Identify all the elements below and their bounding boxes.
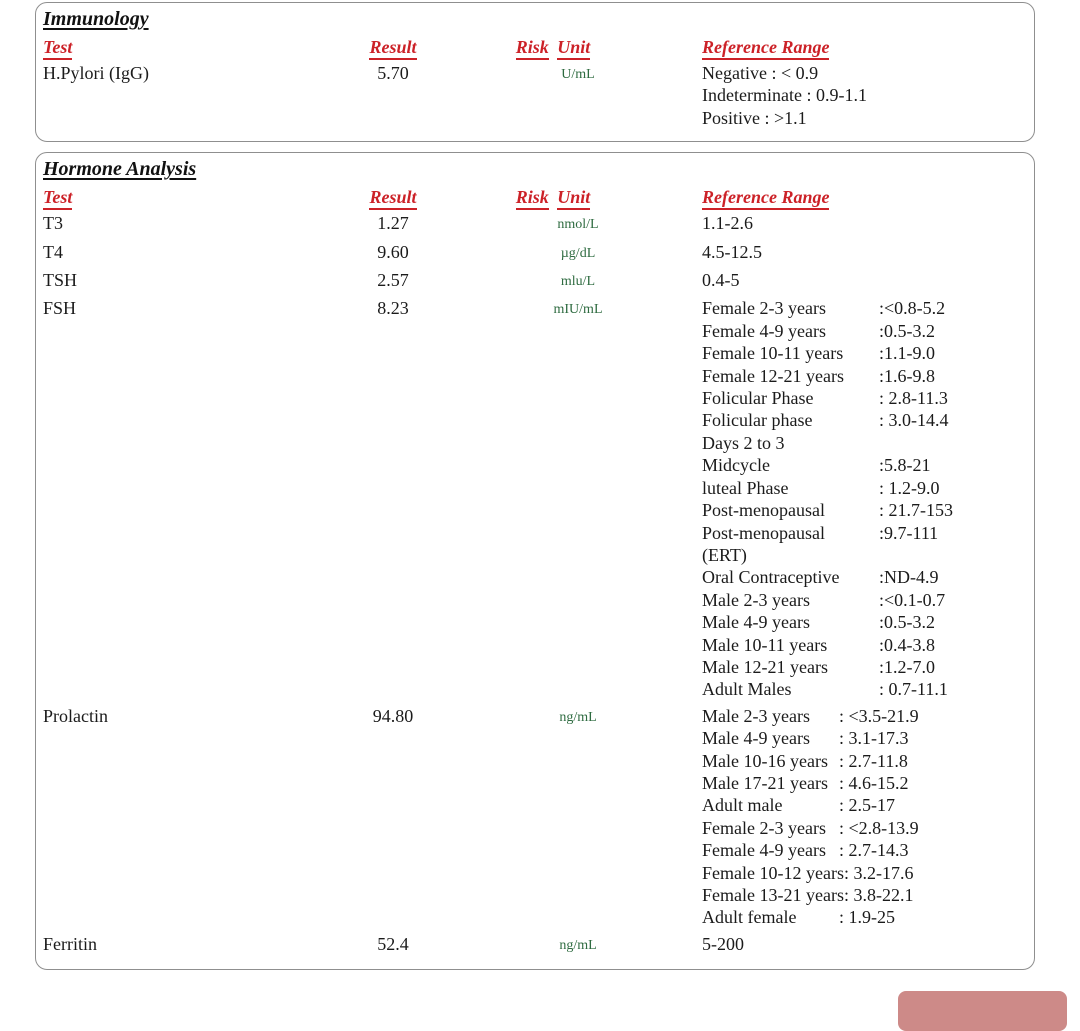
reference-value: :9.7-111	[879, 522, 939, 543]
reference-text: 1.1-2.6	[702, 213, 753, 234]
reference-label: Male 4-9 years	[702, 612, 810, 633]
reference-line	[702, 839, 1024, 861]
unit-label: mlu/L	[560, 274, 596, 290]
column-header-reference	[628, 36, 1024, 60]
reference-line	[702, 705, 1024, 727]
reference-value: : 21.7-153	[879, 500, 953, 521]
reference-line	[702, 656, 1024, 678]
table-row	[43, 241, 1024, 265]
result-value: 5.70	[377, 63, 409, 83]
reference-label: Adult male	[702, 795, 783, 816]
reference-line	[702, 387, 1024, 409]
reference-text: Indeterminate : 0.9-1.1	[702, 85, 867, 106]
reference-label: Post-menopausal	[702, 500, 825, 521]
column-header-row	[43, 186, 1024, 210]
reference-range	[628, 269, 1024, 291]
test-name: H.Pylori (IgG)	[43, 63, 149, 83]
column-header-test	[43, 186, 308, 210]
reference-label: Female 2-3 years	[702, 298, 826, 319]
reference-line	[702, 678, 1024, 700]
reference-value: :1.6-9.8	[879, 365, 935, 386]
reference-value: : 3.2-17.6	[843, 862, 914, 883]
column-header-risk-label: Risk	[516, 38, 549, 60]
column-header-reference-label: Reference Range	[702, 38, 829, 60]
bottom-action-button[interactable]	[898, 991, 1067, 1031]
test-name: Prolactin	[43, 705, 108, 726]
reference-label: Oral Contraceptive	[702, 567, 840, 588]
table-row	[43, 297, 1024, 700]
column-header-test-label: Test	[43, 38, 72, 60]
reference-line	[702, 906, 1024, 928]
reference-value: : 1.2-9.0	[879, 477, 940, 498]
reference-value: :ND-4.9	[879, 567, 939, 588]
table-row	[43, 62, 1024, 129]
reference-label: Female 10-12 years	[702, 862, 844, 883]
reference-value: :<0.1-0.7	[879, 589, 946, 610]
reference-line	[702, 817, 1024, 839]
reference-label: Female 12-21 years	[702, 365, 844, 386]
section-title: Immunology	[43, 8, 149, 30]
reference-line	[702, 794, 1024, 816]
reference-value: :5.8-21	[879, 455, 931, 476]
unit-label: U/mL	[561, 67, 595, 82]
reference-label: Folicular phase	[702, 410, 813, 431]
result-value: 9.60	[377, 241, 409, 262]
reference-text: Positive : >1.1	[702, 107, 807, 128]
reference-value: : 4.6-15.2	[839, 772, 909, 793]
reference-label: Male 4-9 years	[702, 728, 810, 749]
reference-value: : 2.5-17	[839, 795, 895, 816]
reference-line	[702, 365, 1024, 387]
reference-value: :1.1-9.0	[879, 343, 935, 364]
reference-line	[702, 409, 1024, 431]
column-header-row	[43, 36, 1024, 60]
reference-label: Male 2-3 years	[702, 705, 810, 726]
section-immunology	[35, 2, 1035, 142]
column-header-risk-unit	[478, 186, 628, 210]
reference-line	[702, 750, 1024, 772]
reference-text: 5-200	[702, 933, 744, 954]
reference-value: :0.5-3.2	[879, 320, 935, 341]
reference-text: 0.4-5	[702, 270, 740, 291]
section-title: Hormone Analysis	[43, 158, 197, 181]
reference-line	[702, 454, 1024, 476]
column-header-result	[308, 186, 478, 210]
reference-line	[702, 342, 1024, 364]
test-name: FSH	[43, 298, 77, 319]
column-header-risk-label: Risk	[516, 188, 549, 210]
result-value: 2.57	[377, 270, 409, 291]
reference-line	[702, 634, 1024, 656]
reference-label: Female 4-9 years	[702, 320, 826, 341]
reference-label: Adult female	[702, 907, 797, 928]
column-header-risk-unit	[478, 36, 628, 60]
result-value: 94.80	[372, 705, 414, 726]
reference-label: Adult Males	[702, 679, 792, 700]
unit-label: µg/dL	[560, 245, 596, 261]
reference-range	[628, 241, 1024, 263]
section-hormone-analysis	[35, 152, 1035, 970]
reference-text: (ERT)	[702, 544, 747, 565]
reference-text: Days 2 to 3	[702, 432, 785, 453]
test-name: T3	[43, 213, 63, 234]
unit-label: mIU/mL	[553, 302, 603, 318]
column-header-reference-label: Reference Range	[702, 188, 829, 210]
reference-label: Male 12-21 years	[702, 656, 828, 677]
reference-range	[628, 297, 1024, 700]
table-row	[43, 705, 1024, 929]
reference-label: Midcycle	[702, 455, 770, 476]
reference-label: Male 2-3 years	[702, 589, 810, 610]
reference-label: Female 4-9 years	[702, 840, 826, 861]
reference-line	[702, 727, 1024, 749]
reference-label: Male 10-11 years	[702, 634, 828, 655]
reference-text: Negative : < 0.9	[702, 63, 819, 83]
column-header-test-label: Test	[43, 188, 72, 210]
reference-value: : 1.9-25	[839, 907, 895, 928]
reference-value: :<0.8-5.2	[879, 298, 946, 319]
reference-line	[702, 477, 1024, 499]
reference-line	[702, 566, 1024, 588]
table-row	[43, 269, 1024, 293]
reference-value: : 0.7-11.1	[879, 679, 948, 700]
reference-value: :0.4-3.8	[879, 634, 935, 655]
column-header-test	[43, 36, 308, 60]
reference-line	[702, 297, 1024, 319]
result-value: 1.27	[377, 213, 409, 234]
result-value: 52.4	[377, 933, 409, 954]
reference-value: : <3.5-21.9	[839, 705, 919, 726]
reference-text: 4.5-12.5	[702, 241, 762, 262]
reference-line	[702, 499, 1024, 521]
reference-value: :1.2-7.0	[879, 656, 935, 677]
column-header-reference	[628, 186, 1024, 210]
reference-value: : 2.7-14.3	[839, 840, 909, 861]
column-header-unit-label: Unit	[557, 188, 590, 210]
unit-label: ng/mL	[559, 937, 597, 953]
reference-range	[628, 62, 1024, 129]
reference-label: Male 10-16 years	[702, 750, 828, 771]
test-name: Ferritin	[43, 933, 97, 954]
reference-line	[702, 884, 1024, 906]
unit-label: nmol/L	[557, 217, 599, 233]
column-header-result-label: Result	[369, 38, 416, 60]
reference-label: Female 10-11 years	[702, 343, 844, 364]
test-name: T4	[43, 241, 63, 262]
reference-line	[702, 611, 1024, 633]
reference-label: Folicular Phase	[702, 388, 814, 409]
reference-range	[628, 933, 1024, 955]
reference-value: : 3.0-14.4	[879, 410, 949, 431]
reference-line	[702, 320, 1024, 342]
column-header-unit-label: Unit	[557, 38, 590, 60]
reference-label: Post-menopausal	[702, 522, 825, 543]
column-header-result	[308, 36, 478, 60]
reference-range	[628, 212, 1024, 234]
reference-line	[702, 589, 1024, 611]
reference-value: : 2.8-11.3	[879, 388, 948, 409]
reference-line	[702, 862, 1024, 884]
reference-range	[628, 705, 1024, 929]
reference-value: : 2.7-11.8	[839, 750, 908, 771]
table-row	[43, 212, 1024, 236]
reference-line	[702, 772, 1024, 794]
reference-label: Female 2-3 years	[702, 817, 826, 838]
reference-label: Male 17-21 years	[702, 772, 828, 793]
column-header-result-label: Result	[369, 188, 416, 210]
reference-value: : <2.8-13.9	[839, 817, 919, 838]
test-name: TSH	[43, 270, 78, 291]
reference-line	[702, 522, 1024, 544]
reference-label: luteal Phase	[702, 477, 789, 498]
unit-label: ng/mL	[559, 709, 597, 725]
reference-value: :0.5-3.2	[879, 612, 935, 633]
reference-value: : 3.1-17.3	[839, 728, 909, 749]
reference-value: : 3.8-22.1	[843, 885, 914, 905]
result-value: 8.23	[377, 298, 409, 319]
table-row	[43, 933, 1024, 957]
reference-label: Female 13-21 years	[702, 885, 844, 905]
